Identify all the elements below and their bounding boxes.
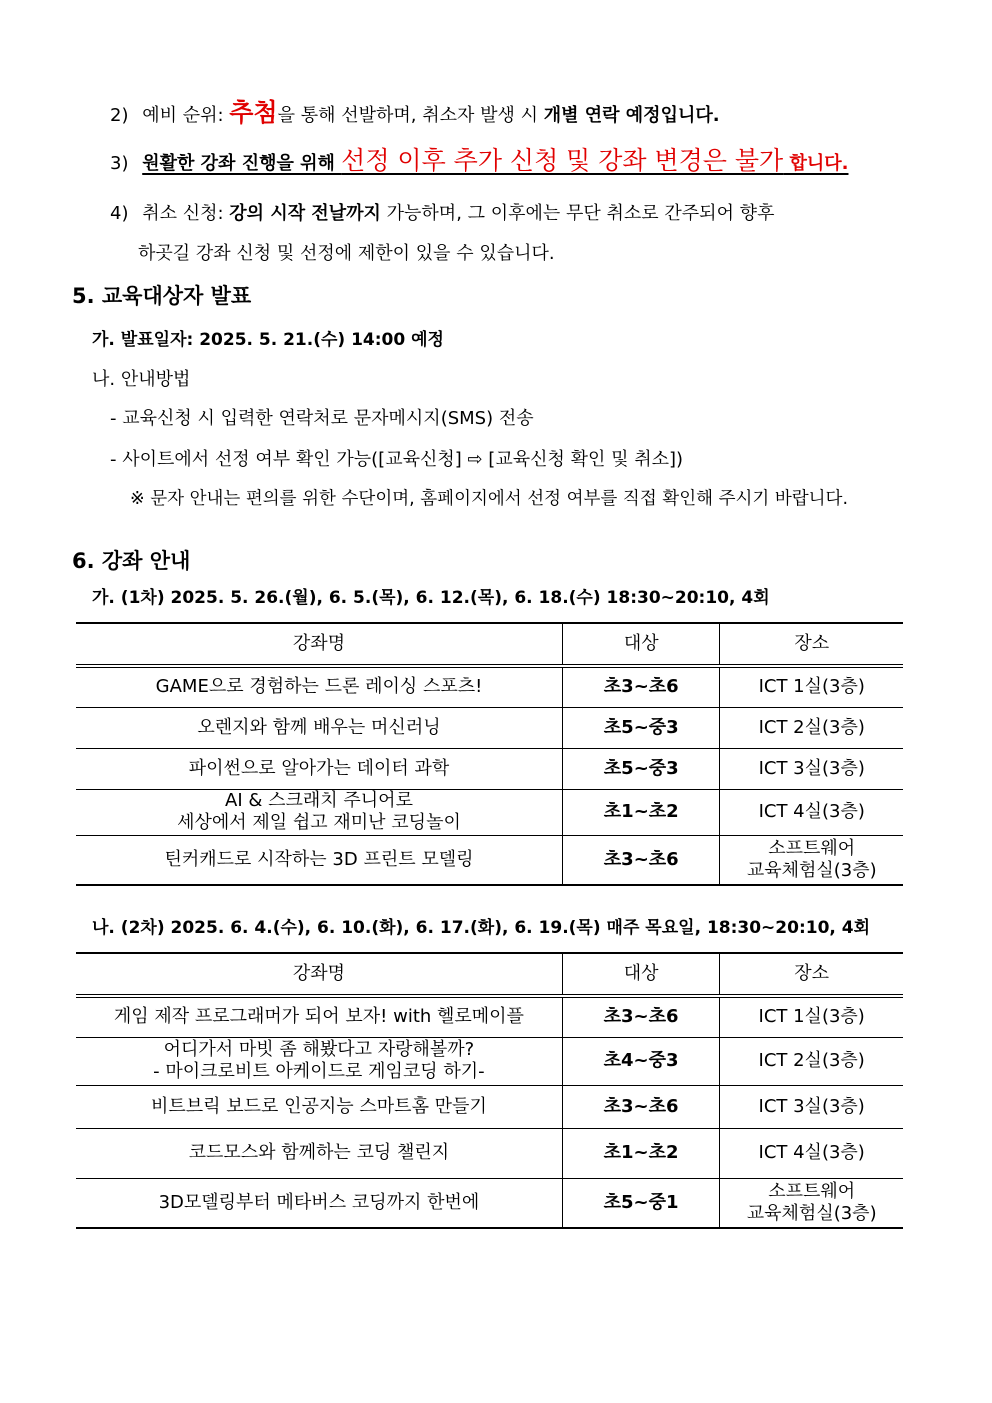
- rule-num: 4): [110, 203, 129, 224]
- header-course-name: 강좌명: [76, 623, 563, 666]
- header-place: 장소: [720, 953, 903, 996]
- rule-item-4-continuation: 하곳길 강좌 신청 및 선정에 제한이 있을 수 있습니다.: [138, 243, 555, 264]
- table-row: [76, 789, 903, 835]
- table-row: [76, 1178, 903, 1228]
- rule-text: 을 통해 선발하며, 취소자 발생 시: [277, 105, 544, 126]
- course-place: ICT 4실(3층): [720, 789, 903, 835]
- course-name: 게임 제작 프로그래머가 되어 보자! with 헬로메이플: [113, 1006, 524, 1028]
- rule-text: 가능하며, 그 이후에는 무단 취소로 간주되어 향후: [380, 203, 775, 224]
- table-row: [76, 1037, 903, 1085]
- course-place: ICT 3실(3층): [720, 1085, 903, 1128]
- notify-method-label: 나. 안내방법: [92, 369, 191, 390]
- header-place: 장소: [720, 623, 903, 666]
- rule-item-2: [110, 93, 720, 129]
- rule-emphasis: 개별 연락 예정입니다.: [543, 105, 720, 126]
- table-header-row: [76, 623, 903, 666]
- lottery-emphasis: 추첨: [229, 98, 278, 127]
- course-target: 초1~초2: [562, 1128, 720, 1178]
- course-name: 오렌지와 함께 배우는 머신러닝: [197, 716, 441, 738]
- round-1-table: [76, 622, 903, 886]
- course-target: 초1~초2: [563, 789, 720, 835]
- course-name: 3D모델링부터 메타버스 코딩까지 한번에: [158, 1191, 480, 1213]
- rule-num: 2): [110, 105, 129, 126]
- round-2-heading: 나. (2차) 2025. 6. 4.(수), 6. 10.(화), 6. 17.(화), 6. 19.(목) 매주 목요일, 18:30~20:10, 4회: [92, 918, 871, 938]
- announce-date: 가. 발표일자: 2025. 5. 21.(수) 14:00 예정: [92, 330, 444, 350]
- notice-note: ※ 문자 안내는 편의를 위한 수단이며, 홈페이지에서 선정 여부를 직접 확인해 주시기 바랍니다.: [130, 489, 849, 509]
- course-name: AI & 스크래치 주니어로 세상에서 제일 쉽고 재미난 코딩놀이: [177, 790, 461, 833]
- course-name: GAME으로 경험하는 드론 레이싱 스포츠!: [155, 676, 483, 698]
- course-target: 초3~초6: [562, 996, 720, 1037]
- course-place: ICT 1실(3층): [720, 666, 903, 707]
- table-header-row: [76, 953, 903, 996]
- course-place: ICT 2실(3층): [720, 707, 903, 748]
- rule-emphasis: 강의 시작 전날까지: [229, 203, 381, 224]
- round-2-table: [76, 952, 903, 1229]
- course-target: 초3~초6: [562, 1085, 720, 1128]
- table-row: [76, 1128, 903, 1178]
- course-place: ICT 3실(3층): [720, 748, 903, 789]
- rule-num: 3): [110, 153, 129, 174]
- rule-text: 합니다.: [783, 153, 849, 174]
- table-row: [76, 996, 903, 1037]
- section-6-title: 6. 강좌 안내: [72, 549, 191, 573]
- course-target: 초4~중3: [562, 1037, 720, 1085]
- notify-bullet-site: - 사이트에서 선정 여부 확인 가능([교육신청] ⇨ [교육신청 확인 및 취소]): [110, 449, 684, 470]
- course-place: ICT 1실(3층): [720, 996, 903, 1037]
- course-name: 비트브릭 보드로 인공지능 스마트홈 만들기: [150, 1095, 487, 1117]
- table-row: [76, 666, 903, 707]
- rule-text: 예비 순위:: [142, 105, 230, 126]
- course-target: 초5~중1: [562, 1178, 720, 1228]
- table-row: [76, 1085, 903, 1128]
- rule-item-4: [110, 199, 774, 225]
- course-name: 코드모스와 함께하는 코딩 챌린지: [188, 1142, 450, 1163]
- rule-text: 취소 신청:: [142, 203, 230, 224]
- table-row: [76, 748, 903, 789]
- course-target: 초5~중3: [563, 748, 720, 789]
- course-place: 소프트웨어 교육체험실(3층): [720, 835, 903, 885]
- course-place: ICT 4실(3층): [720, 1128, 903, 1178]
- course-target: 초3~초6: [563, 666, 720, 707]
- header-course-name: 강좌명: [76, 953, 562, 996]
- section-5-title: 5. 교육대상자 발표: [72, 284, 252, 308]
- round-1-heading: 가. (1차) 2025. 5. 26.(월), 6. 5.(목), 6. 12.(목), 6. 18.(수) 18:30~20:10, 4회: [92, 588, 770, 608]
- rule-text: 원활한 강좌 진행을 위해: [142, 153, 342, 174]
- no-change-emphasis: 선정 이후 추가 신청 및 강좌 변경은 불가: [341, 146, 784, 175]
- rule-item-3: [110, 141, 848, 177]
- course-name: 틴커캐드로 시작하는 3D 프린트 모델링: [164, 848, 474, 870]
- table-row: [76, 707, 903, 748]
- course-name: 파이썬으로 알아가는 데이터 과학: [188, 757, 450, 779]
- course-name: 어디가서 마빗 좀 해봤다고 자랑해볼까? - 마이크로비트 아케이드로 게임코딩 하기-: [153, 1039, 485, 1082]
- course-target: 초5~중3: [563, 707, 720, 748]
- header-target: 대상: [563, 623, 720, 666]
- course-target: 초3~초6: [563, 835, 720, 885]
- notify-bullet-sms: - 교육신청 시 입력한 연락처로 문자메시지(SMS) 전송: [110, 408, 534, 429]
- course-place: 소프트웨어 교육체험실(3층): [720, 1178, 903, 1228]
- course-place: ICT 2실(3층): [720, 1037, 903, 1085]
- header-target: 대상: [562, 953, 720, 996]
- table-row: [76, 835, 903, 885]
